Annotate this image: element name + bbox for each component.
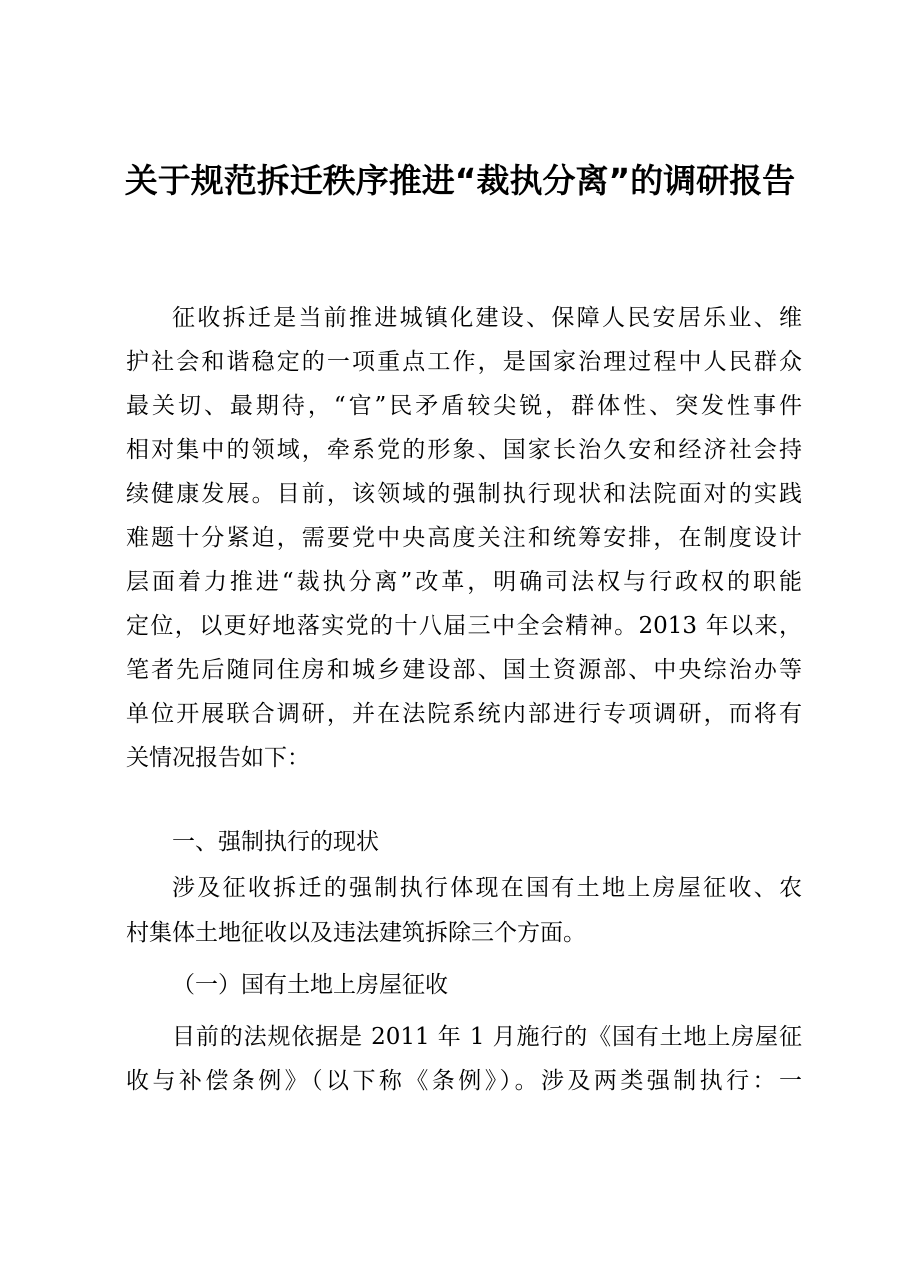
paragraph-line: 目前的法规依据是 2011 年 1 月施行的《国有土地上房屋征 xyxy=(172,1024,802,1050)
paragraph-line: 难题十分紧迫，需要党中央高度关注和统筹安排，在制度设计 xyxy=(126,525,802,551)
paragraph-line: 最关切、最期待，“官”民矛盾较尖锐，群体性、突发性事件 xyxy=(126,393,802,419)
paragraph-line: 收与补偿条例》（以下称《条例》）。涉及两类强制执行：一 xyxy=(126,1068,802,1094)
paragraph-line: 关情况报告如下： xyxy=(126,745,310,771)
paragraph-line: 笔者先后随同住房和城乡建设部、国土资源部、中央综治办等 xyxy=(126,657,802,683)
paragraph-line: 单位开展联合调研，并在法院系统内部进行专项调研，而将有 xyxy=(126,701,802,727)
paragraph-line: 相对集中的领域，牵系党的形象、国家长治久安和经济社会持 xyxy=(126,437,802,463)
section-heading: 一、强制执行的现状 xyxy=(172,829,379,855)
paragraph-line: 村集体土地征收以及违法建筑拆除三个方面。 xyxy=(126,920,586,946)
subsection-heading: （一）国有土地上房屋征收 xyxy=(172,972,448,998)
document-title: 关于规范拆迁秩序推进“裁执分离”的调研报告 xyxy=(124,161,796,200)
paragraph-line: 征收拆迁是当前推进城镇化建设、保障人民安居乐业、维 xyxy=(172,305,802,331)
paragraph-line: 涉及征收拆迁的强制执行体现在国有土地上房屋征收、农 xyxy=(172,875,802,901)
paragraph-line: 定位，以更好地落实党的十八届三中全会精神。2013 年以来， xyxy=(126,613,802,639)
paragraph-line: 层面着力推进“裁执分离”改革，明确司法权与行政权的职能 xyxy=(126,569,802,595)
paragraph-line: 护社会和谐稳定的一项重点工作，是国家治理过程中人民群众 xyxy=(126,349,802,375)
paragraph-line: 续健康发展。目前，该领域的强制执行现状和法院面对的实践 xyxy=(126,481,802,507)
